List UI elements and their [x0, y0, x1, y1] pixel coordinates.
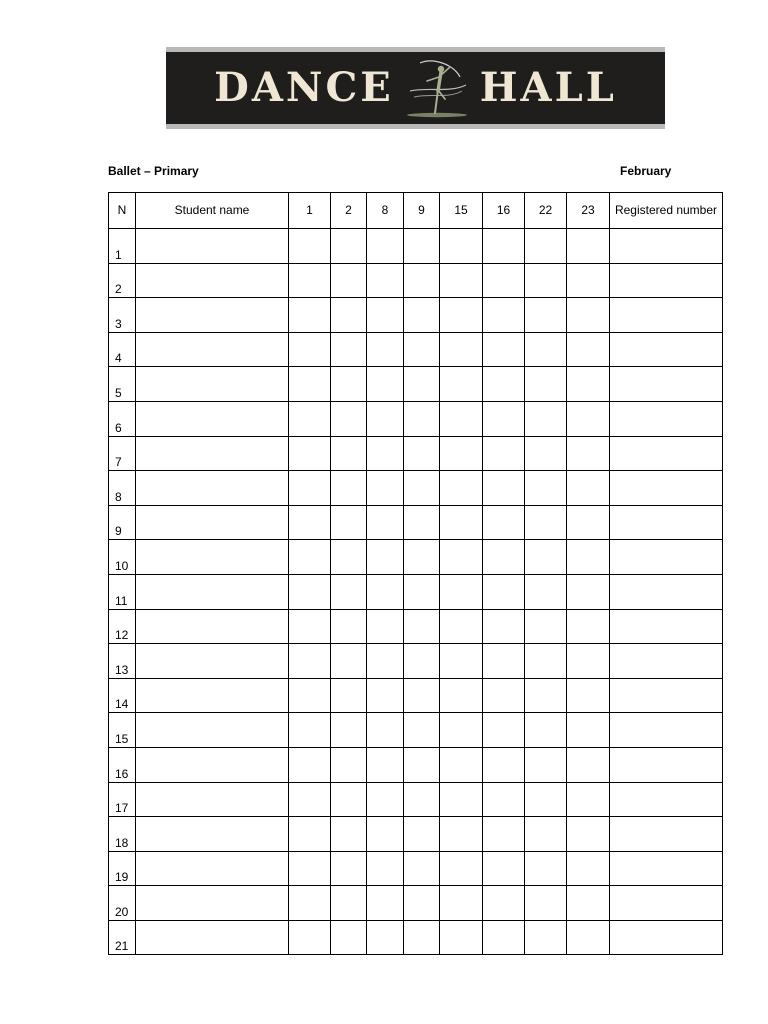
attendance-cell — [289, 644, 331, 679]
attendance-cell — [483, 401, 525, 436]
attendance-cell — [567, 817, 610, 852]
table-row — [109, 574, 723, 609]
attendance-cell — [289, 920, 331, 955]
month-label: February — [620, 164, 672, 178]
student-name-cell — [136, 505, 289, 540]
attendance-cell — [483, 747, 525, 782]
student-name-cell — [136, 678, 289, 713]
attendance-cell — [404, 367, 440, 402]
attendance-cell — [483, 229, 525, 264]
attendance-cell — [440, 471, 483, 506]
attendance-cell — [404, 609, 440, 644]
student-name-cell — [136, 886, 289, 921]
attendance-cell — [567, 747, 610, 782]
attendance-table — [108, 192, 723, 955]
row-number: 16 — [109, 747, 136, 782]
registered-number-cell — [610, 367, 723, 402]
attendance-cell — [440, 263, 483, 298]
attendance-cell — [567, 505, 610, 540]
attendance-cell — [440, 574, 483, 609]
attendance-cell — [367, 817, 404, 852]
table-row — [109, 298, 723, 333]
attendance-cell — [483, 436, 525, 471]
attendance-cell — [404, 263, 440, 298]
attendance-cell — [331, 678, 367, 713]
row-number: 7 — [109, 436, 136, 471]
logo-word-right: HALL — [479, 64, 617, 111]
attendance-cell — [367, 713, 404, 748]
student-name-cell — [136, 540, 289, 575]
attendance-cell — [440, 229, 483, 264]
attendance-cell — [331, 505, 367, 540]
attendance-cell — [525, 229, 567, 264]
attendance-cell — [331, 401, 367, 436]
attendance-cell — [483, 540, 525, 575]
attendance-cell — [525, 644, 567, 679]
attendance-cell — [525, 817, 567, 852]
student-name-cell — [136, 644, 289, 679]
student-name-cell — [136, 817, 289, 852]
column-header-date: 1 — [289, 193, 331, 229]
attendance-cell — [331, 782, 367, 817]
attendance-cell — [440, 298, 483, 333]
student-name-cell — [136, 851, 289, 886]
attendance-cell — [289, 747, 331, 782]
attendance-cell — [289, 229, 331, 264]
attendance-cell — [367, 851, 404, 886]
attendance-cell — [440, 644, 483, 679]
attendance-cell — [289, 505, 331, 540]
row-number: 21 — [109, 920, 136, 955]
attendance-cell — [367, 574, 404, 609]
attendance-cell — [367, 644, 404, 679]
attendance-cell — [567, 644, 610, 679]
ballet-dancer-icon — [400, 57, 474, 119]
attendance-cell — [483, 678, 525, 713]
attendance-cell — [483, 367, 525, 402]
table-row — [109, 713, 723, 748]
attendance-cell — [567, 782, 610, 817]
attendance-cell — [367, 263, 404, 298]
student-name-cell — [136, 298, 289, 333]
attendance-cell — [331, 332, 367, 367]
table-row — [109, 678, 723, 713]
attendance-cell — [367, 401, 404, 436]
column-header-date: 23 — [567, 193, 610, 229]
attendance-cell — [567, 298, 610, 333]
attendance-cell — [289, 782, 331, 817]
attendance-cell — [289, 609, 331, 644]
registered-number-cell — [610, 332, 723, 367]
attendance-cell — [404, 782, 440, 817]
attendance-cell — [404, 747, 440, 782]
attendance-cell — [567, 886, 610, 921]
attendance-cell — [289, 367, 331, 402]
attendance-cell — [483, 471, 525, 506]
attendance-cell — [331, 367, 367, 402]
attendance-cell — [440, 401, 483, 436]
row-number: 19 — [109, 851, 136, 886]
attendance-cell — [331, 298, 367, 333]
attendance-cell — [525, 574, 567, 609]
attendance-cell — [483, 886, 525, 921]
student-name-cell — [136, 713, 289, 748]
attendance-cell — [404, 401, 440, 436]
attendance-cell — [289, 851, 331, 886]
attendance-cell — [289, 436, 331, 471]
attendance-cell — [289, 817, 331, 852]
attendance-cell — [567, 229, 610, 264]
attendance-cell — [525, 747, 567, 782]
attendance-cell — [525, 505, 567, 540]
registered-number-cell — [610, 401, 723, 436]
row-number: 12 — [109, 609, 136, 644]
attendance-cell — [440, 713, 483, 748]
attendance-cell — [525, 298, 567, 333]
attendance-cell — [331, 436, 367, 471]
table-row — [109, 436, 723, 471]
attendance-cell — [367, 436, 404, 471]
attendance-cell — [331, 747, 367, 782]
attendance-cell — [440, 747, 483, 782]
attendance-cell — [367, 298, 404, 333]
row-number: 1 — [109, 229, 136, 264]
table-row — [109, 401, 723, 436]
table-row — [109, 609, 723, 644]
attendance-cell — [289, 263, 331, 298]
registered-number-cell — [610, 713, 723, 748]
table-row — [109, 747, 723, 782]
attendance-cell — [331, 609, 367, 644]
row-number: 11 — [109, 574, 136, 609]
attendance-cell — [404, 505, 440, 540]
column-header-date: 9 — [404, 193, 440, 229]
attendance-cell — [331, 886, 367, 921]
column-header-n: N — [109, 193, 136, 229]
attendance-cell — [289, 713, 331, 748]
attendance-cell — [289, 886, 331, 921]
attendance-cell — [525, 263, 567, 298]
student-name-cell — [136, 401, 289, 436]
attendance-cell — [567, 540, 610, 575]
attendance-cell — [525, 713, 567, 748]
table-row — [109, 263, 723, 298]
student-name-cell — [136, 436, 289, 471]
attendance-cell — [440, 817, 483, 852]
attendance-cell — [289, 471, 331, 506]
attendance-cell — [331, 540, 367, 575]
registered-number-cell — [610, 851, 723, 886]
registered-number-cell — [610, 817, 723, 852]
attendance-cell — [525, 367, 567, 402]
row-number: 20 — [109, 886, 136, 921]
registered-number-cell — [610, 920, 723, 955]
attendance-cell — [440, 540, 483, 575]
attendance-cell — [331, 817, 367, 852]
attendance-cell — [404, 298, 440, 333]
attendance-cell — [567, 574, 610, 609]
table-row — [109, 332, 723, 367]
table-header-row — [109, 193, 723, 229]
attendance-cell — [404, 471, 440, 506]
attendance-cell — [367, 332, 404, 367]
logo-word-left: DANCE — [214, 64, 394, 111]
attendance-cell — [367, 920, 404, 955]
attendance-cell — [483, 609, 525, 644]
course-label: Ballet – Primary — [108, 164, 199, 178]
attendance-cell — [440, 886, 483, 921]
attendance-cell — [483, 505, 525, 540]
row-number: 8 — [109, 471, 136, 506]
attendance-cell — [483, 644, 525, 679]
attendance-cell — [367, 540, 404, 575]
column-header-date: 16 — [483, 193, 525, 229]
student-name-cell — [136, 332, 289, 367]
attendance-cell — [404, 817, 440, 852]
registered-number-cell — [610, 644, 723, 679]
row-number: 9 — [109, 505, 136, 540]
attendance-cell — [367, 367, 404, 402]
registered-number-cell — [610, 678, 723, 713]
attendance-cell — [404, 436, 440, 471]
attendance-cell — [440, 609, 483, 644]
registered-number-cell — [610, 505, 723, 540]
attendance-cell — [567, 678, 610, 713]
student-name-cell — [136, 782, 289, 817]
column-header-date: 22 — [525, 193, 567, 229]
attendance-cell — [331, 574, 367, 609]
row-number: 5 — [109, 367, 136, 402]
table-row — [109, 505, 723, 540]
attendance-cell — [404, 678, 440, 713]
column-header-student-name: Student name — [136, 193, 289, 229]
registered-number-cell — [610, 298, 723, 333]
attendance-cell — [483, 817, 525, 852]
attendance-cell — [440, 367, 483, 402]
attendance-cell — [289, 540, 331, 575]
attendance-cell — [404, 886, 440, 921]
attendance-cell — [567, 713, 610, 748]
attendance-rows — [109, 229, 723, 955]
attendance-cell — [289, 401, 331, 436]
student-name-cell — [136, 747, 289, 782]
attendance-cell — [567, 471, 610, 506]
student-name-cell — [136, 263, 289, 298]
attendance-cell — [483, 713, 525, 748]
attendance-cell — [483, 782, 525, 817]
row-number: 4 — [109, 332, 136, 367]
attendance-cell — [289, 332, 331, 367]
student-name-cell — [136, 367, 289, 402]
registered-number-cell — [610, 471, 723, 506]
attendance-cell — [525, 920, 567, 955]
attendance-cell — [567, 609, 610, 644]
attendance-cell — [483, 332, 525, 367]
table-row — [109, 471, 723, 506]
attendance-cell — [525, 609, 567, 644]
row-number: 17 — [109, 782, 136, 817]
attendance-cell — [567, 332, 610, 367]
row-number: 6 — [109, 401, 136, 436]
table-row — [109, 540, 723, 575]
column-header-registered-number: Registered number — [610, 193, 723, 229]
attendance-cell — [331, 851, 367, 886]
row-number: 15 — [109, 713, 136, 748]
table-row — [109, 920, 723, 955]
attendance-cell — [567, 367, 610, 402]
registered-number-cell — [610, 436, 723, 471]
dance-hall-logo — [166, 47, 665, 129]
column-header-date: 2 — [331, 193, 367, 229]
registered-number-cell — [610, 540, 723, 575]
table-row — [109, 367, 723, 402]
attendance-cell — [404, 920, 440, 955]
attendance-cell — [567, 436, 610, 471]
attendance-cell — [525, 540, 567, 575]
attendance-cell — [331, 263, 367, 298]
attendance-cell — [483, 851, 525, 886]
attendance-cell — [567, 263, 610, 298]
student-name-cell — [136, 574, 289, 609]
attendance-cell — [525, 401, 567, 436]
registered-number-cell — [610, 574, 723, 609]
table-row — [109, 886, 723, 921]
attendance-cell — [404, 229, 440, 264]
attendance-cell — [331, 644, 367, 679]
attendance-cell — [440, 678, 483, 713]
registered-number-cell — [610, 263, 723, 298]
attendance-cell — [440, 782, 483, 817]
attendance-cell — [525, 436, 567, 471]
table-row — [109, 644, 723, 679]
student-name-cell — [136, 920, 289, 955]
attendance-cell — [367, 782, 404, 817]
student-name-cell — [136, 471, 289, 506]
attendance-cell — [404, 540, 440, 575]
attendance-cell — [367, 886, 404, 921]
row-number: 18 — [109, 817, 136, 852]
row-number: 2 — [109, 263, 136, 298]
table-row — [109, 817, 723, 852]
attendance-cell — [567, 401, 610, 436]
row-number: 10 — [109, 540, 136, 575]
attendance-cell — [440, 436, 483, 471]
registered-number-cell — [610, 886, 723, 921]
attendance-cell — [483, 263, 525, 298]
attendance-cell — [367, 678, 404, 713]
table-row — [109, 782, 723, 817]
attendance-cell — [525, 886, 567, 921]
registered-number-cell — [610, 229, 723, 264]
attendance-cell — [525, 851, 567, 886]
column-header-date: 15 — [440, 193, 483, 229]
registered-number-cell — [610, 747, 723, 782]
row-number: 14 — [109, 678, 136, 713]
attendance-cell — [331, 471, 367, 506]
attendance-cell — [404, 713, 440, 748]
attendance-cell — [367, 229, 404, 264]
attendance-cell — [367, 505, 404, 540]
registered-number-cell — [610, 609, 723, 644]
attendance-cell — [367, 747, 404, 782]
student-name-cell — [136, 229, 289, 264]
attendance-cell — [289, 298, 331, 333]
attendance-cell — [525, 782, 567, 817]
attendance-cell — [289, 574, 331, 609]
row-number: 3 — [109, 298, 136, 333]
student-name-cell — [136, 609, 289, 644]
attendance-cell — [331, 920, 367, 955]
attendance-cell — [440, 332, 483, 367]
registered-number-cell — [610, 782, 723, 817]
attendance-cell — [331, 713, 367, 748]
attendance-cell — [567, 851, 610, 886]
attendance-cell — [404, 332, 440, 367]
attendance-cell — [289, 678, 331, 713]
attendance-cell — [331, 229, 367, 264]
attendance-cell — [440, 851, 483, 886]
attendance-cell — [404, 574, 440, 609]
table-row — [109, 229, 723, 264]
attendance-cell — [440, 920, 483, 955]
attendance-cell — [525, 471, 567, 506]
attendance-cell — [525, 332, 567, 367]
attendance-cell — [483, 574, 525, 609]
attendance-cell — [404, 851, 440, 886]
attendance-cell — [440, 505, 483, 540]
attendance-cell — [367, 471, 404, 506]
attendance-cell — [367, 609, 404, 644]
attendance-cell — [525, 678, 567, 713]
table-row — [109, 851, 723, 886]
column-header-date: 8 — [367, 193, 404, 229]
attendance-cell — [404, 644, 440, 679]
row-number: 13 — [109, 644, 136, 679]
attendance-cell — [567, 920, 610, 955]
attendance-cell — [483, 298, 525, 333]
attendance-cell — [483, 920, 525, 955]
